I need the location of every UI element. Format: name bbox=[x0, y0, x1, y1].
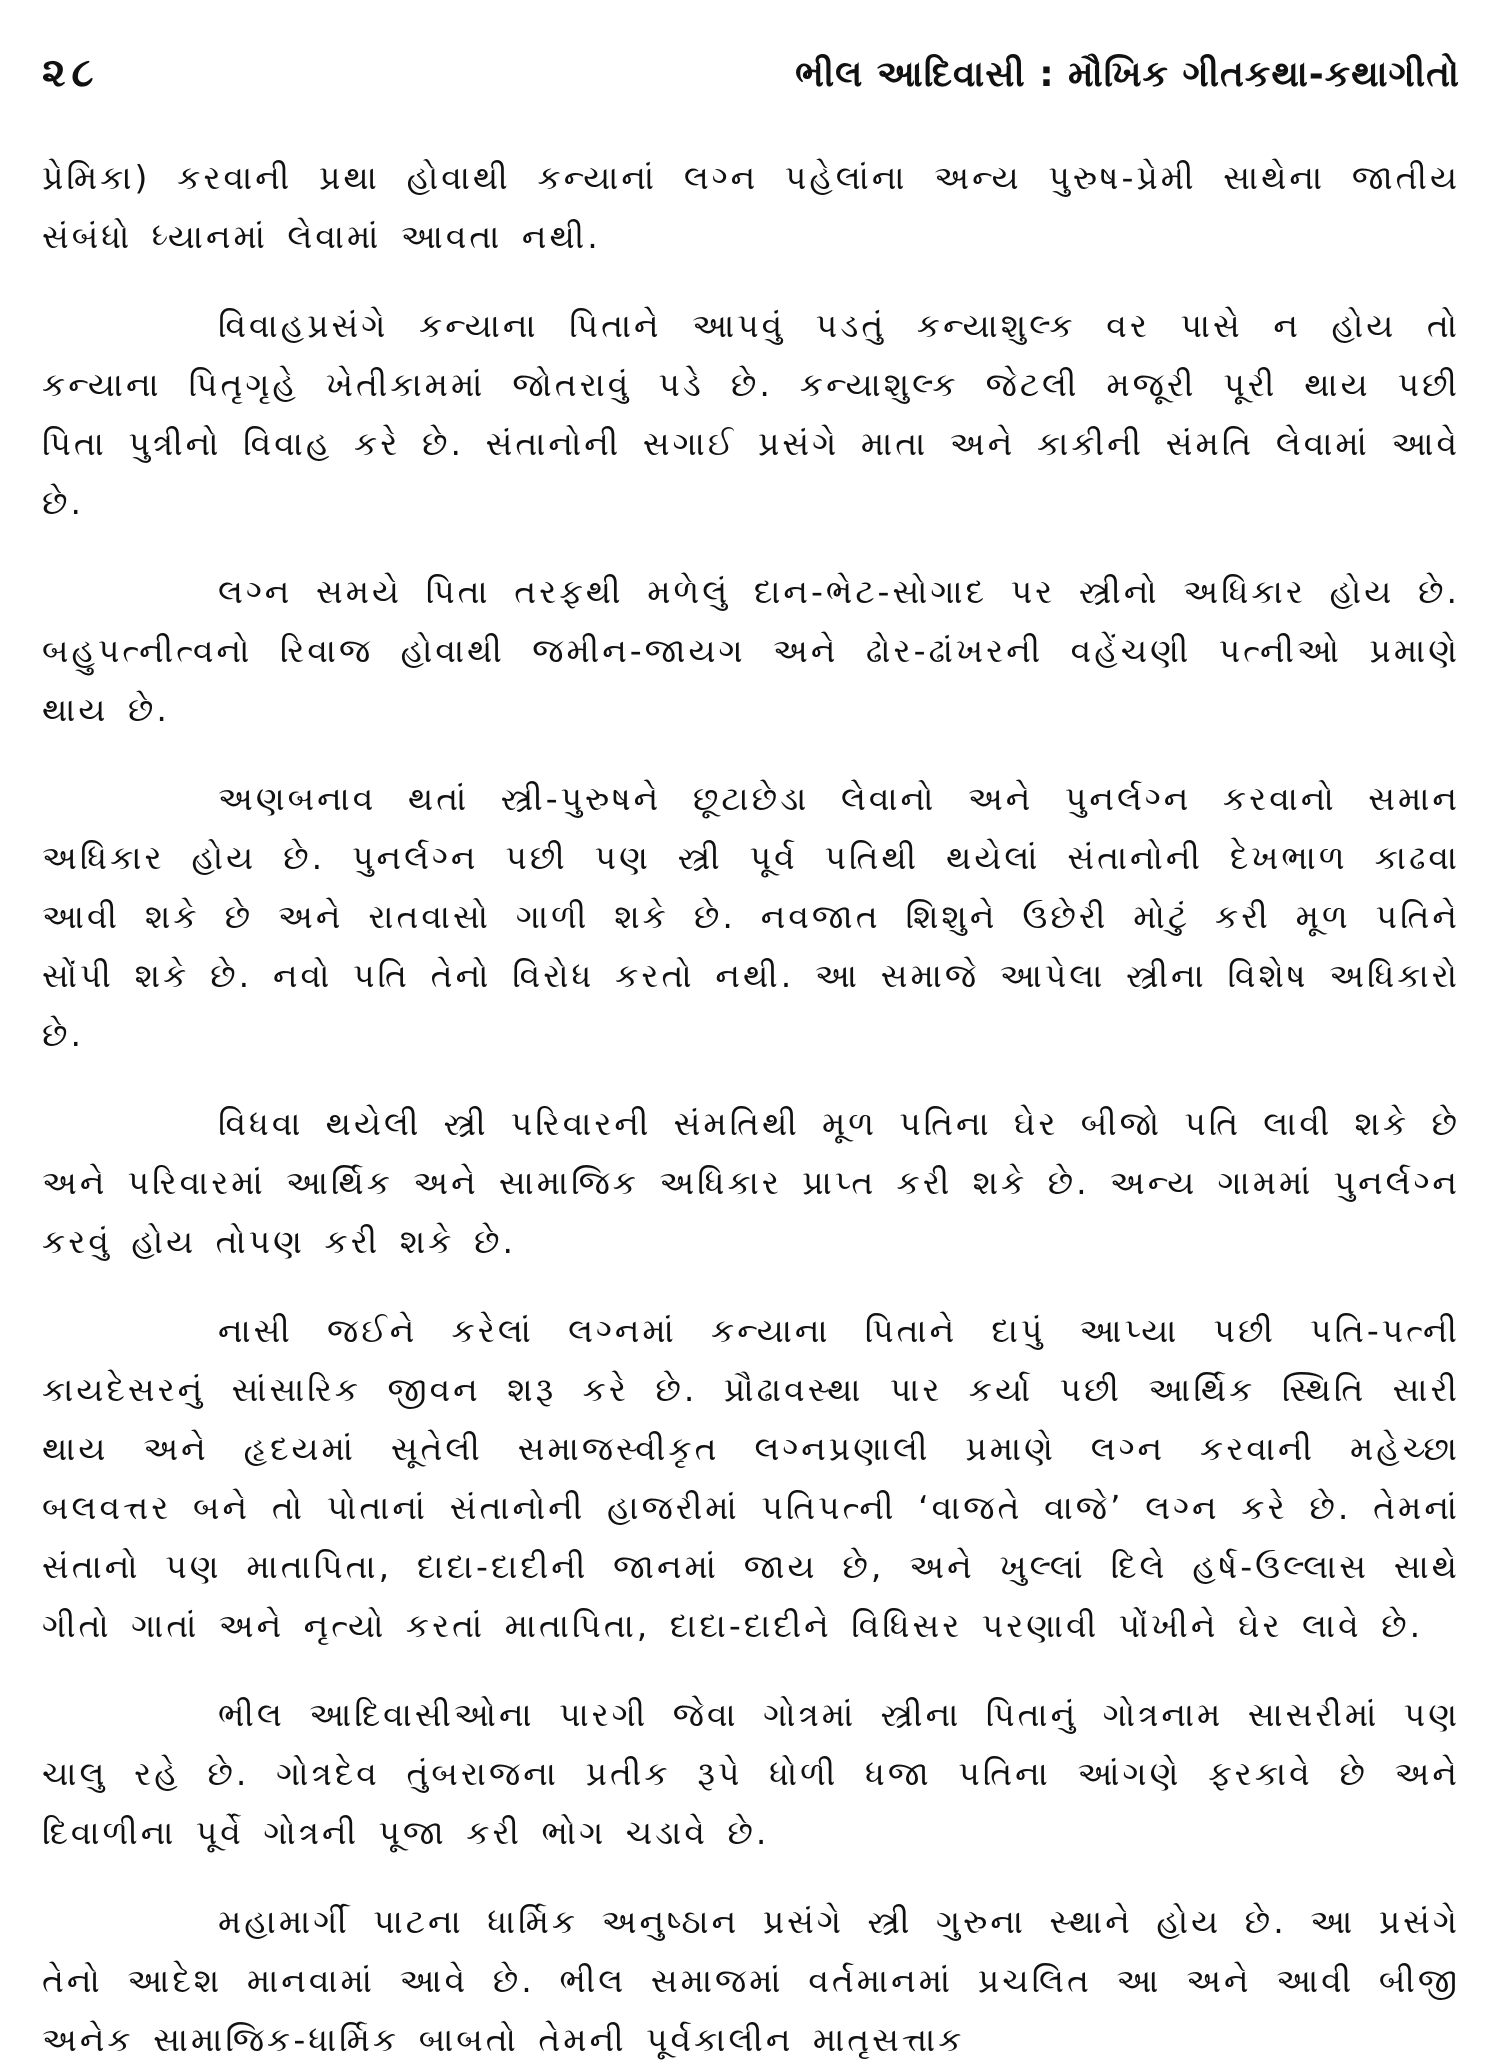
paragraph: વિવાહપ્રસંગે કન્યાના પિતાને આપવું પડતું કન્યાશુલ્ક વર પાસે ન હોય તો કન્યાના પિતૃગૃહે ખેતીકામમાં જોતરાવું પડે છે. કન્યાશુલ્ક જેટલી મજૂરી પૂરી થાય પછી પિતા પુત્રીનો વિવાહ કરે છે. સંતાનોની સગાઈ પ્રસંગે માતા અને કાકીની સંમતિ લેવામાં આવે છે. bbox=[42, 306, 1460, 522]
paragraph: વિધવા થયેલી સ્ત્રી પરિવારની સંમતિથી મૂળ પતિના ઘેર બીજો પતિ લાવી શકે છે અને પરિવારમાં આર્થિક અને સામાજિક અધિકાર પ્રાપ્ત કરી શકે છે. અન્ય ગામમાં પુનર્લગ્ન કરવું હોય તોપણ કરી શકે છે. bbox=[42, 1104, 1460, 1261]
paragraph-continued: પ્રેમિકા) કરવાની પ્રથા હોવાથી કન્યાનાં લગ્ન પહેલાંના અન્ય પુરુષ-પ્રેમી સાથેના જાતીય સંબંધો ધ્યાનમાં લેવામાં આવતા નથી. bbox=[42, 158, 1460, 256]
page-header bbox=[42, 50, 1460, 110]
paragraph: અણબનાવ થતાં સ્ત્રી-પુરુષને છૂટાછેડા લેવાનો અને પુનર્લગ્ન કરવાનો સમાન અધિકાર હોય છે. પુનર્લગ્ન પછી પણ સ્ત્રી પૂર્વ પતિથી થયેલાં સંતાનોની દેખભાળ કાઢવા આવી શકે છે અને રાતવાસો ગાળી શકે છે. નવજાત શિશુને ઉછેરી મોટું કરી મૂળ પતિને સોંપી શકે છે. નવો પતિ તેનો વિરોધ કરતો નથી. આ સમાજે આપેલા સ્ત્રીના વિશેષ અધિકારો છે. bbox=[42, 779, 1460, 1054]
running-title: ભીલ આદિવાસી : મૌખિક ગીતકથા-કથાગીતો bbox=[795, 54, 1460, 95]
body-text bbox=[42, 148, 1460, 2069]
page-number: ૨૮ bbox=[42, 50, 100, 96]
paragraph: મહામાર્ગી પાટના ધાર્મિક અનુષ્ઠાન પ્રસંગે સ્ત્રી ગુરુના સ્થાને હોય છે. આ પ્રસંગે તેનો આદેશ માનવામાં આવે છે. ભીલ સમાજમાં વર્તમાનમાં પ્રચલિત આ અને આવી બીજી અનેક સામાજિક-ધાર્મિક બાબતો તેમની પૂર્વકાલીન માતૃસત્તાક bbox=[42, 1902, 1460, 2059]
paragraph: ભીલ આદિવાસીઓના પારગી જેવા ગોત્રમાં સ્ત્રીના પિતાનું ગોત્રનામ સાસરીમાં પણ ચાલુ રહે છે. ગોત્રદેવ તુંબરાજના પ્રતીક રૂપે ધોળી ધજા પતિના આંગણે ફરકાવે છે અને દિવાળીના પૂર્વે ગોત્રની પૂજા કરી ભોગ ચડાવે છે. bbox=[42, 1695, 1460, 1852]
paragraph: નાસી જઈને કરેલાં લગ્નમાં કન્યાના પિતાને દાપું આપ્યા પછી પતિ-પત્ની કાયદેસરનું સાંસારિક જીવન શરૂ કરે છે. પ્રૌઢાવસ્થા પાર કર્યા પછી આર્થિક સ્થિતિ સારી થાય અને હૃદયમાં સૂતેલી સમાજસ્વીકૃત લગ્નપ્રણાલી પ્રમાણે લગ્ન કરવાની મહેચ્છા બલવત્તર બને તો પોતાનાં સંતાનોની હાજરીમાં પતિપત્ની ‘વાજતે વાજે’ લગ્ન કરે છે. તેમનાં સંતાનો પણ માતાપિતા, દાદા-દાદીની જાનમાં જાય છે, અને ખુલ્લાં દિલે હર્ષ-ઉલ્લાસ સાથે ગીતો ગાતાં અને નૃત્યો કરતાં માતાપિતા, દાદા-દાદીને વિધિસર પરણાવી પોંખીને ઘેર લાવે છે. bbox=[42, 1311, 1460, 1645]
paragraph: લગ્ન સમયે પિતા તરફથી મળેલું દાન-ભેટ-સોગાદ પર સ્ત્રીનો અધિકાર હોય છે. બહુપત્નીત્વનો રિવાજ હોવાથી જમીન-જાયગ અને ઢોર-ઢાંખરની વહેંચણી પત્નીઓ પ્રમાણે થાય છે. bbox=[42, 572, 1460, 729]
